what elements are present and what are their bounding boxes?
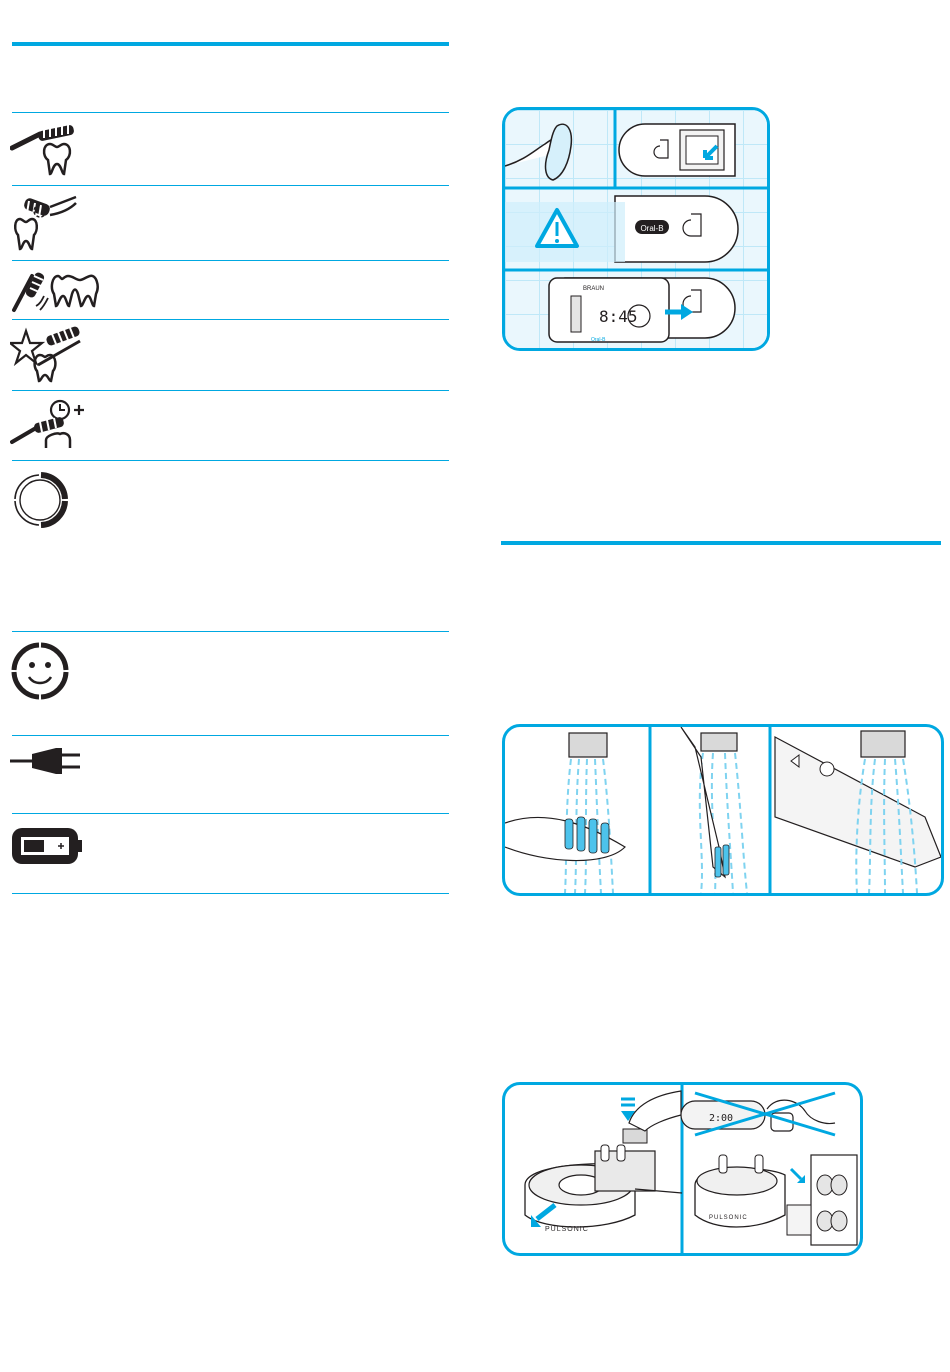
brush-teeth-vibrate-icon (10, 266, 100, 316)
legend-divider (12, 319, 449, 320)
whitening-sparkle-icon (10, 325, 90, 385)
legend-divider (12, 893, 449, 894)
smiley-ring-icon (10, 641, 70, 701)
progress-ring-icon (10, 470, 70, 530)
brushing-tooth-icon (10, 191, 90, 253)
legend-divider (12, 390, 449, 391)
legend-divider (12, 813, 449, 814)
charger-brand-right: PULSONIC (709, 1215, 748, 1221)
section-rule-right (501, 541, 941, 545)
display-brand: BRAUN (583, 286, 605, 292)
battery-icon (10, 826, 84, 866)
display-button-label: Oral-B (640, 224, 664, 233)
legend-divider (12, 112, 449, 113)
display-clock: 8:45 (599, 307, 638, 326)
legend-divider (12, 260, 449, 261)
display-sticker: Oral-B (591, 337, 606, 343)
legend-divider (12, 185, 449, 186)
charger-clean-illustration (502, 1082, 863, 1256)
legend-divider (12, 460, 449, 461)
toothbrush-over-tooth-icon (10, 118, 90, 180)
charger-display-text: 2:00 (709, 1113, 734, 1124)
legend-divider (12, 631, 449, 632)
section-rule-left (12, 42, 449, 46)
display-mount-illustration (502, 107, 770, 351)
rinse-brush-illustration (502, 724, 944, 896)
timer-plus-icon (10, 396, 90, 452)
legend-divider (12, 735, 449, 736)
charger-brand-left: PULSONIC (545, 1226, 589, 1233)
power-plug-icon (10, 746, 86, 776)
